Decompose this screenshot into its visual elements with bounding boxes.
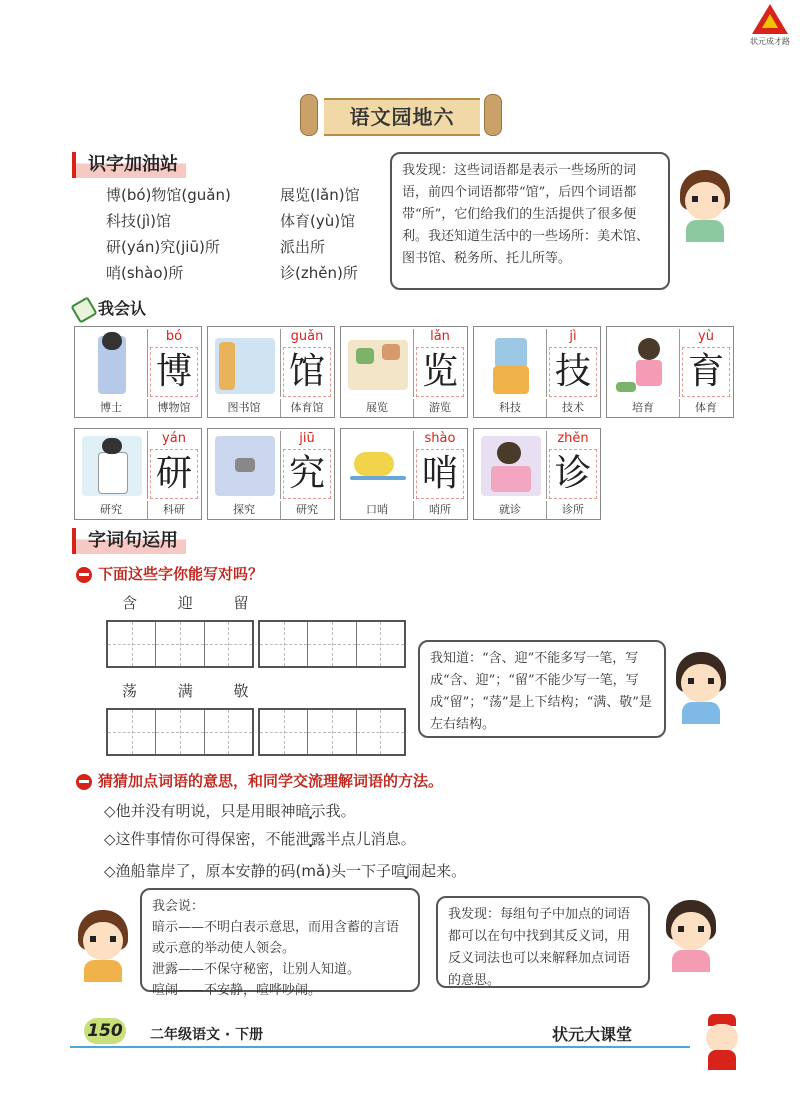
bubble-line: 喧闹——不安静，喧哗吵闹。 [152, 983, 322, 998]
card-word: 技术 [546, 399, 599, 417]
discovery-bubble: 我发现：这些词语都是表示一些场所的词语，前四个词语都带“馆”，后四个词语都带“所”，它们给我们的生活提供了很多便利。我还知道生活中的一些场所：美术馆、图书馆、税务所、托儿所等。 [390, 152, 670, 290]
discovery-bubble-2: 我发现：每组句子中加点的词语都可以在句中找到其反义词，用反义词法也可以来解释加点词语的意思。 [436, 896, 650, 988]
dotted-word: 暗示 [295, 802, 326, 820]
card-picture [344, 432, 412, 500]
card-word: 科研 [147, 501, 200, 519]
writing-grid[interactable] [258, 620, 406, 668]
dotted-word: 泄露 [295, 830, 326, 848]
page-title: 语文园地六 [324, 98, 480, 136]
card-word: 研究 [100, 503, 122, 516]
writing-grid[interactable] [106, 708, 254, 756]
character-card [207, 428, 335, 520]
card-picture [211, 330, 279, 398]
card-word: 培育 [632, 401, 654, 414]
card-pinyin: shào [424, 431, 456, 446]
card-pinyin: guǎn [290, 329, 324, 344]
sentence-text: 起来。 [421, 862, 467, 880]
card-character: 育 [682, 347, 730, 397]
card-character: 研 [150, 449, 198, 499]
character-card [473, 326, 601, 418]
mascot-icon [700, 1014, 744, 1070]
card-pinyin: lǎn [430, 329, 450, 344]
character-card [207, 326, 335, 418]
character-card [473, 428, 601, 520]
card-character: 览 [416, 347, 464, 397]
card-word: 诊所 [546, 501, 599, 519]
card-picture [477, 330, 545, 398]
dotted-word: 喧闹 [391, 862, 422, 880]
sentence [104, 858, 466, 884]
card-word: 博士 [100, 401, 122, 414]
grid-chars-row1: 含 迎 留 [122, 594, 267, 612]
writing-grid[interactable] [258, 708, 406, 756]
card-picture [78, 432, 146, 500]
writing-grid[interactable] [106, 620, 254, 668]
sentence-text: ◇渔船靠岸了，原本安静的码(mǎ)头一下子 [104, 862, 392, 880]
character-card [74, 428, 202, 520]
word-item: 科技(jì)馆 [106, 212, 172, 230]
word-item: 体育(yù)馆 [280, 212, 356, 230]
character-card [74, 326, 202, 418]
section-header-text: 我会认 [98, 299, 147, 318]
card-pinyin: bó [165, 329, 183, 344]
sentence-text: 半点儿消息。 [325, 830, 416, 848]
scroll-left-roll-icon [300, 94, 318, 136]
card-character: 哨 [416, 449, 464, 499]
page-number: 150 [84, 1018, 126, 1044]
card-character: 究 [283, 449, 331, 499]
card-character: 博 [150, 347, 198, 397]
card-pinyin: jiū [299, 431, 315, 446]
card-character: 技 [549, 347, 597, 397]
card-word: 科技 [499, 401, 521, 414]
footer-line [70, 1046, 690, 1048]
boy-avatar [74, 910, 132, 982]
question-1-text: 下面这些字你能写对吗？ [98, 565, 264, 583]
word-item: 研(yán)究(jiū)所 [106, 238, 220, 256]
card-pinyin: yù [698, 329, 714, 344]
girl-avatar-2 [662, 900, 720, 972]
pencil-icon [70, 296, 97, 323]
sentence-text: 我。 [325, 802, 356, 820]
card-picture [78, 330, 146, 398]
logo-caption: 状元成才路 [750, 37, 790, 46]
publisher-logo [746, 4, 794, 52]
section-header-usage: 字词句运用 [72, 528, 186, 554]
card-picture [211, 432, 279, 500]
card-pinyin: zhěn [557, 431, 589, 446]
section-header-recognize-chars [74, 296, 154, 322]
brand-name: 状元大课堂 [552, 1025, 633, 1044]
question-2 [76, 770, 443, 791]
sentence [104, 826, 416, 852]
word-list-left [106, 182, 231, 286]
card-word: 探究 [233, 503, 255, 516]
card-word: 体育馆 [280, 399, 333, 417]
card-word: 展览 [366, 401, 388, 414]
scroll-right-roll-icon [484, 94, 502, 136]
word-item: 派出所 [280, 238, 326, 256]
question-2-text: 猜猜加点词语的意思，和同学交流理解词语的方法。 [98, 772, 444, 790]
card-word: 图书馆 [227, 401, 261, 414]
sentence-text: ◇这件事情你可得保密，不能 [104, 830, 296, 848]
logo-triangle-icon [752, 4, 788, 34]
card-word: 博物馆 [147, 399, 200, 417]
sentence-text: ◇他并没有明说，只是用眼神 [104, 802, 296, 820]
title-scroll [300, 88, 500, 140]
character-card [340, 326, 468, 418]
bubble-line: 我会说： [152, 899, 205, 914]
card-word: 哨所 [413, 501, 466, 519]
sentence [104, 798, 356, 824]
card-character: 馆 [283, 347, 331, 397]
character-card [606, 326, 734, 418]
card-picture [477, 432, 545, 500]
grid-chars-row2: 荡 满 敬 [122, 682, 267, 700]
knowledge-bubble: 我知道：“含、迎”不能多写一笔，写成“含、迎”；“留”不能少写一笔，写成“留”；“荡”是上下结构；“满、敬”是左右结构。 [418, 640, 666, 738]
card-word: 口哨 [366, 503, 388, 516]
bubble-line: 暗示——不明白表示意思，而用含蓄的言语或示意的举动使人领会。 [152, 920, 400, 956]
card-pinyin: jì [569, 329, 577, 344]
boy-glasses-avatar [676, 170, 734, 242]
question-number-icon [76, 567, 92, 583]
card-picture [344, 330, 412, 398]
question-number-icon [76, 774, 92, 790]
card-word: 研究 [280, 501, 333, 519]
card-picture [610, 330, 678, 398]
word-item: 展览(lǎn)馆 [280, 186, 360, 204]
card-character: 诊 [549, 449, 597, 499]
question-1 [76, 563, 263, 584]
section-header-recognize: 识字加油站 [72, 152, 186, 178]
word-list-right [280, 182, 360, 286]
word-item: 哨(shào)所 [106, 264, 184, 282]
bubble-line: 泄露——不保守秘密，让别人知道。 [152, 962, 361, 977]
word-item: 诊(zhěn)所 [280, 264, 358, 282]
word-item: 博(bó)物馆(guǎn) [106, 186, 231, 204]
girl-avatar [672, 652, 730, 724]
card-word: 游览 [413, 399, 466, 417]
book-title: 二年级语文 · 下册 [150, 1027, 264, 1043]
character-card [340, 428, 468, 520]
card-pinyin: yán [162, 431, 186, 446]
card-word: 就诊 [499, 503, 521, 516]
card-word: 体育 [679, 399, 732, 417]
explanation-bubble [140, 888, 420, 998]
